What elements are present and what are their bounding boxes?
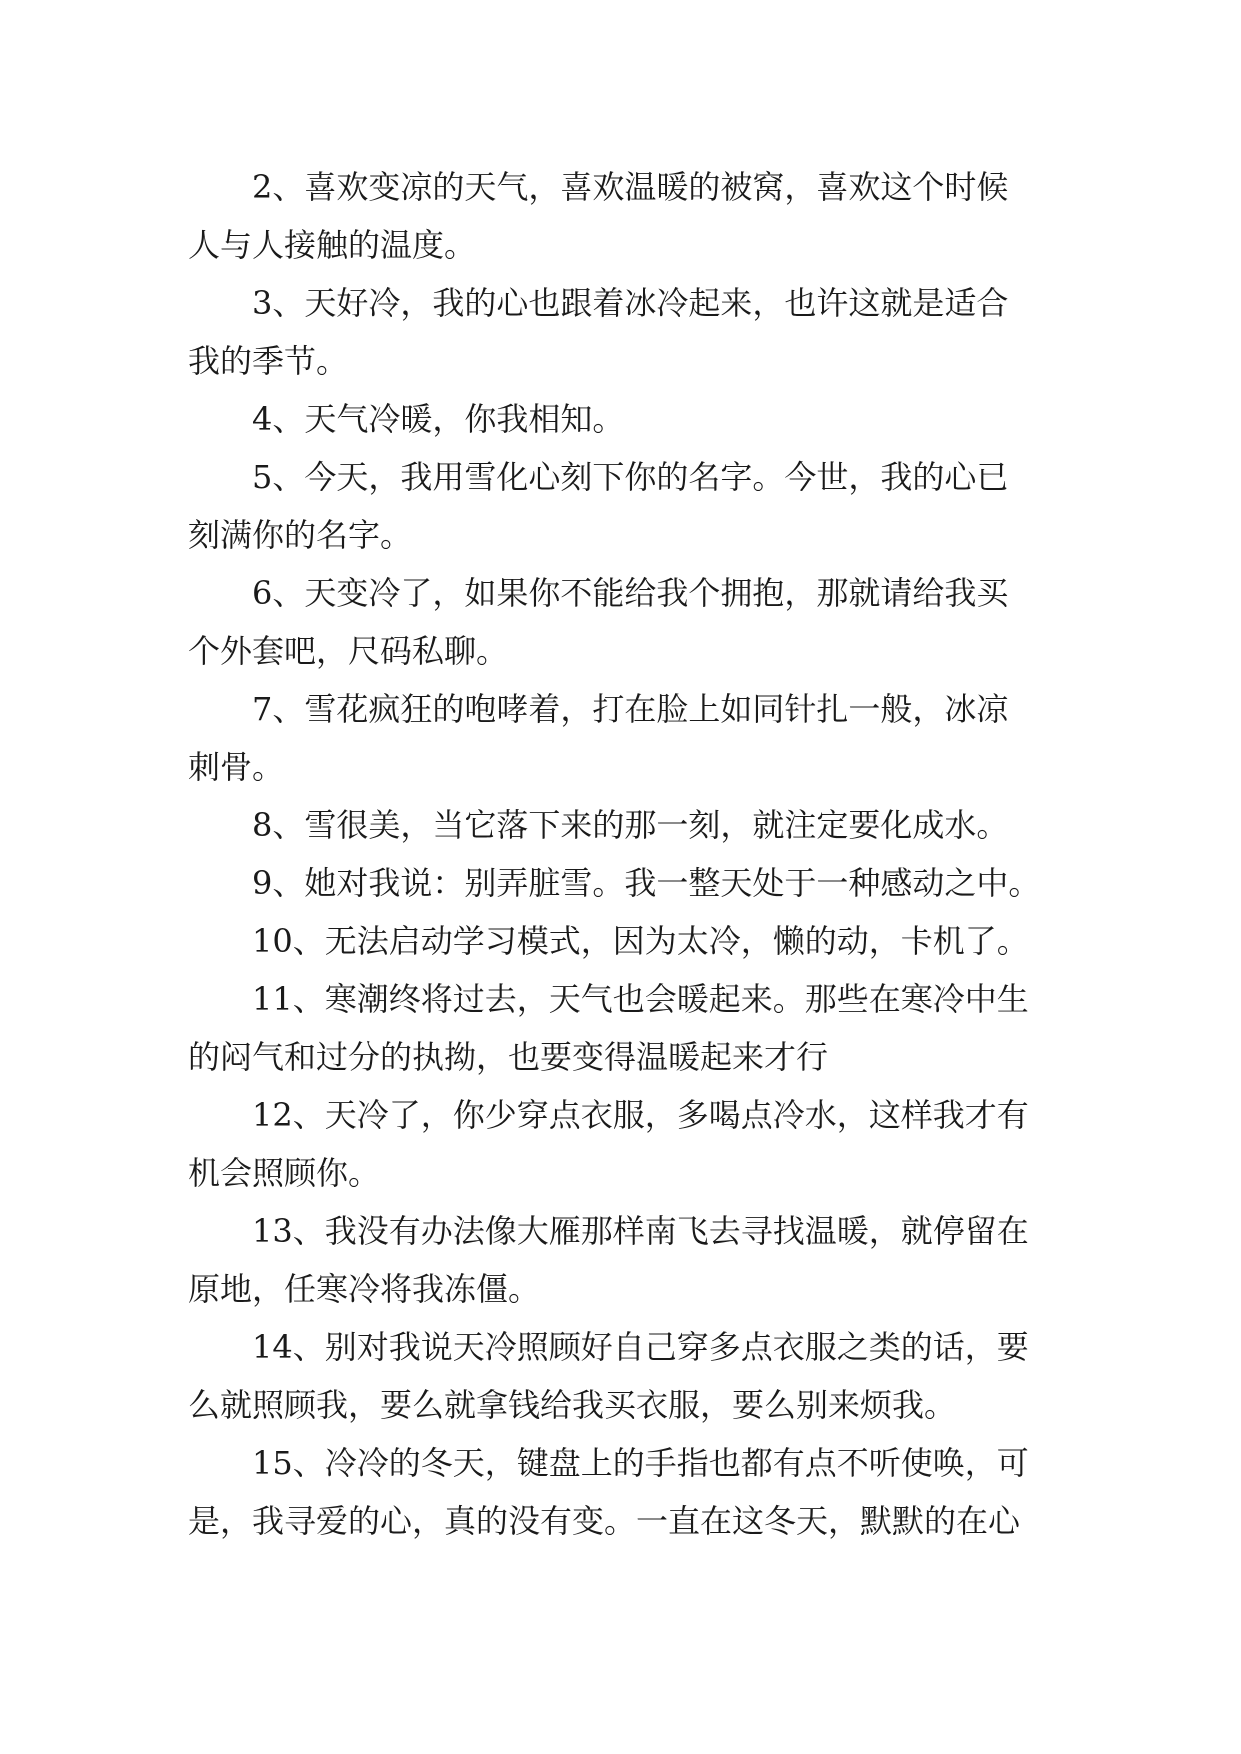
paragraph-11 <box>188 970 1088 1086</box>
paragraph-14 <box>188 1318 1088 1434</box>
paragraph-7 <box>188 680 1088 796</box>
paragraph-line: 5、今天，我用雪化心刻下你的名字。今世，我的心已 <box>252 458 1009 496</box>
paragraph-line: 2、喜欢变凉的天气，喜欢温暖的被窝，喜欢这个时候 <box>252 168 1009 206</box>
paragraph-10 <box>188 912 1088 970</box>
paragraph-line: 7、雪花疯狂的咆哮着，打在脸上如同针扎一般，冰凉 <box>252 690 1009 728</box>
paragraph-line: 4、天气冷暖，你我相知。 <box>252 400 625 438</box>
paragraph-line: 么就照顾我，要么就拿钱给我买衣服，要么别来烦我。 <box>188 1386 957 1424</box>
paragraph-line: 9、她对我说：别弄脏雪。我一整天处于一种感动之中。 <box>252 864 1041 902</box>
paragraph-3 <box>188 274 1088 390</box>
paragraph-2 <box>188 158 1088 274</box>
paragraph-line: 原地，任寒冷将我冻僵。 <box>188 1270 541 1308</box>
paragraph-line: 3、天好冷，我的心也跟着冰冷起来，也许这就是适合 <box>252 284 1009 322</box>
paragraph-5 <box>188 448 1088 564</box>
paragraph-line: 我的季节。 <box>188 342 349 380</box>
paragraph-line: 机会照顾你。 <box>188 1154 381 1192</box>
paragraph-8 <box>188 796 1088 854</box>
paragraph-line: 的闷气和过分的执拗，也要变得温暖起来才行 <box>188 1038 829 1076</box>
paragraph-line: 个外套吧，尺码私聊。 <box>188 632 509 670</box>
paragraph-line: 人与人接触的温度。 <box>188 226 477 264</box>
paragraph-line: 12、天冷了，你少穿点衣服，多喝点冷水，这样我才有 <box>252 1096 1029 1134</box>
document-body <box>188 158 1088 1550</box>
paragraph-line: 8、雪很美，当它落下来的那一刻，就注定要化成水。 <box>252 806 1009 844</box>
paragraph-9 <box>188 854 1088 912</box>
paragraph-line: 11、寒潮终将过去，天气也会暖起来。那些在寒冷中生 <box>252 980 1029 1018</box>
paragraph-6 <box>188 564 1088 680</box>
paragraph-line: 15、冷冷的冬天，键盘上的手指也都有点不听使唤，可 <box>252 1444 1029 1482</box>
paragraph-line: 刺骨。 <box>188 748 285 786</box>
paragraph-line: 10、无法启动学习模式，因为太冷，懒的动，卡机了。 <box>252 922 1029 960</box>
paragraph-line: 14、别对我说天冷照顾好自己穿多点衣服之类的话，要 <box>252 1328 1029 1366</box>
paragraph-line: 6、天变冷了，如果你不能给我个拥抱，那就请给我买 <box>252 574 1009 612</box>
paragraph-13 <box>188 1202 1088 1318</box>
paragraph-line: 刻满你的名字。 <box>188 516 413 554</box>
paragraph-12 <box>188 1086 1088 1202</box>
paragraph-15 <box>188 1434 1088 1550</box>
paragraph-line: 是，我寻爱的心，真的没有变。一直在这冬天，默默的在心 <box>188 1502 1021 1540</box>
paragraph-line: 13、我没有办法像大雁那样南飞去寻找温暖，就停留在 <box>252 1212 1029 1250</box>
paragraph-4 <box>188 390 1088 448</box>
